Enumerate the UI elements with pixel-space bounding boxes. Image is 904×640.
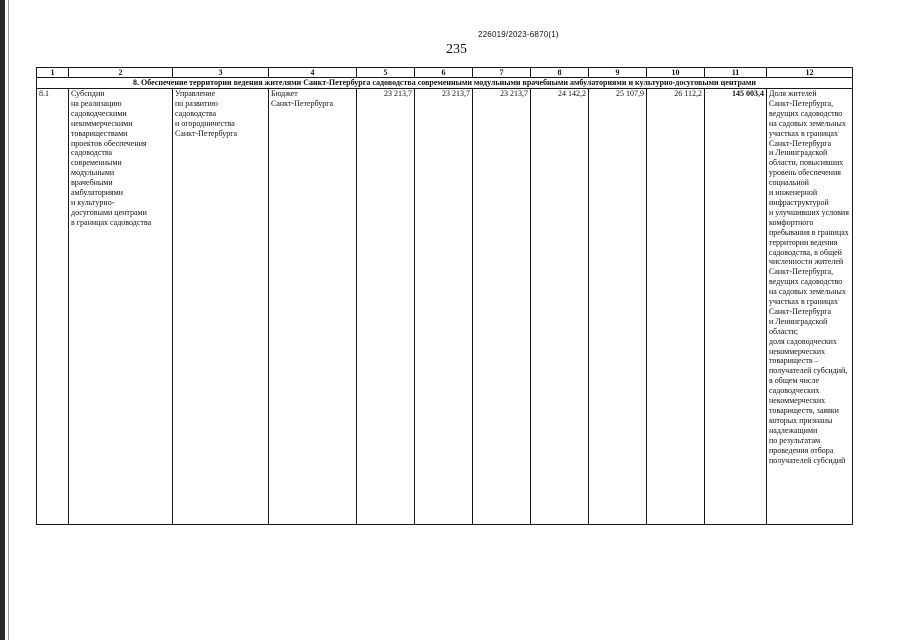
cell-line: по результатам <box>769 435 821 445</box>
cell-line: Санкт-Петербурга <box>271 98 334 108</box>
cell-line: и улучшивших условия <box>769 207 849 217</box>
measure-cell <box>69 89 173 525</box>
cell-line: комфортного <box>769 217 814 227</box>
value-col-5: 23 213,7 <box>357 89 415 525</box>
cell-line: некоммерческих <box>769 396 826 406</box>
cell-line: Санкт-Петербурга, <box>769 98 834 108</box>
section-row <box>37 78 853 89</box>
cell-line: и культурно- <box>71 197 115 207</box>
funding-source-cell <box>269 89 357 525</box>
value-col-6: 23 213,7 <box>415 89 473 525</box>
document-number: 226019/2023-6870(1) <box>478 30 559 39</box>
value-col-7: 23 213,7 <box>473 89 531 525</box>
cell-line: социальной <box>769 178 809 188</box>
cell-line: модульными <box>71 168 115 178</box>
cell-line: области; <box>769 326 798 336</box>
cell-line: уровень обеспечения <box>769 168 841 178</box>
cell-line: некоммерческих <box>769 346 826 356</box>
cell-line: садоводческими <box>71 108 127 118</box>
cell-line: товариществ – <box>769 356 819 366</box>
value-col-9: 25 107,9 <box>589 89 647 525</box>
cell-line: Субсидии <box>71 89 105 98</box>
cell-line: досуговыми центрами <box>71 207 147 217</box>
cell-line: в общем числе <box>769 376 820 386</box>
cell-line: амбулаториями <box>71 188 124 198</box>
col-header-11: 11 <box>705 68 767 78</box>
cell-line: которых признаны <box>769 415 833 425</box>
cell-line: на садовых земельных <box>769 118 846 128</box>
table-row <box>37 89 853 525</box>
cell-line: инфраструктурой <box>769 197 829 207</box>
cell-line: получателей субсидий, <box>769 366 848 376</box>
cell-line: численности жителей <box>769 257 844 267</box>
cell-line: некоммерческими <box>71 118 133 128</box>
cell-line: и Ленинградской <box>769 148 828 158</box>
column-number-row <box>37 68 853 78</box>
cell-line: Бюджет <box>271 89 298 98</box>
cell-line: получателей субсидий <box>769 455 846 465</box>
cell-line: проектов обеспечения <box>71 138 147 148</box>
cell-line: садоводства, в общей <box>769 247 842 257</box>
row-index: 8.1 <box>37 89 69 525</box>
value-col-10: 26 112,2 <box>647 89 705 525</box>
cell-line: врачебными <box>71 178 113 188</box>
col-header-8: 8 <box>531 68 589 78</box>
cell-line: и инженерной <box>769 188 818 198</box>
page-number: 235 <box>446 42 467 57</box>
cell-line: современными <box>71 158 122 168</box>
cell-line: товариществами <box>71 128 128 138</box>
cell-line: и огородничества <box>175 118 235 128</box>
cell-line: на реализацию <box>71 98 122 108</box>
cell-line: садоводства <box>71 148 113 158</box>
cell-line: в границах садоводства <box>71 217 152 227</box>
cell-line: проведения отбора <box>769 445 834 455</box>
cell-line: Санкт-Петербурга <box>769 306 832 316</box>
cell-line: на садовых земельных <box>769 287 846 297</box>
col-header-5: 5 <box>357 68 415 78</box>
col-header-6: 6 <box>415 68 473 78</box>
cell-line: Доля жителей <box>769 89 817 98</box>
col-header-2: 2 <box>69 68 173 78</box>
cell-line: Санкт-Петербурга <box>769 138 832 148</box>
col-header-4: 4 <box>269 68 357 78</box>
cell-line: Санкт-Петербурга, <box>769 267 834 277</box>
cell-line: садоводства <box>175 108 217 118</box>
col-header-1: 1 <box>37 68 69 78</box>
scan-edge <box>0 0 5 640</box>
cell-line: и Ленинградской <box>769 316 828 326</box>
value-col-8: 24 142,2 <box>531 89 589 525</box>
cell-line: Управление <box>175 89 216 98</box>
value-total: 145 003,4 <box>705 89 767 525</box>
cell-line: участках в границах <box>769 128 838 138</box>
cell-line: надлежащими <box>769 425 818 435</box>
scan-edge-line <box>8 0 9 640</box>
cell-line: пребывания в границах <box>769 227 849 237</box>
cell-line: товариществ, заявки <box>769 406 839 415</box>
cell-line: ведущих садоводство <box>769 277 843 287</box>
cell-line: области, повысивших <box>769 158 844 168</box>
indicator-cell <box>767 89 853 525</box>
cell-line: садоводческих <box>769 386 820 396</box>
col-header-10: 10 <box>647 68 705 78</box>
cell-line: участках в границах <box>769 297 838 307</box>
cell-line: доля садоводческих <box>769 336 837 346</box>
budget-table <box>36 67 853 525</box>
cell-line: Санкт-Петербурга <box>175 128 238 138</box>
executor-cell <box>173 89 269 525</box>
col-header-9: 9 <box>589 68 647 78</box>
cell-line: по развитию <box>175 98 218 108</box>
cell-line: территории ведения <box>769 237 838 247</box>
col-header-3: 3 <box>173 68 269 78</box>
col-header-12: 12 <box>767 68 853 78</box>
section-title: 8. Обеспечение территории ведения жителями Санкт-Петербурга садоводства современными модульными врачебными амбулаториями и культурно-досуговыми центрами <box>37 78 853 89</box>
cell-line: ведущих садоводство <box>769 108 843 118</box>
col-header-7: 7 <box>473 68 531 78</box>
